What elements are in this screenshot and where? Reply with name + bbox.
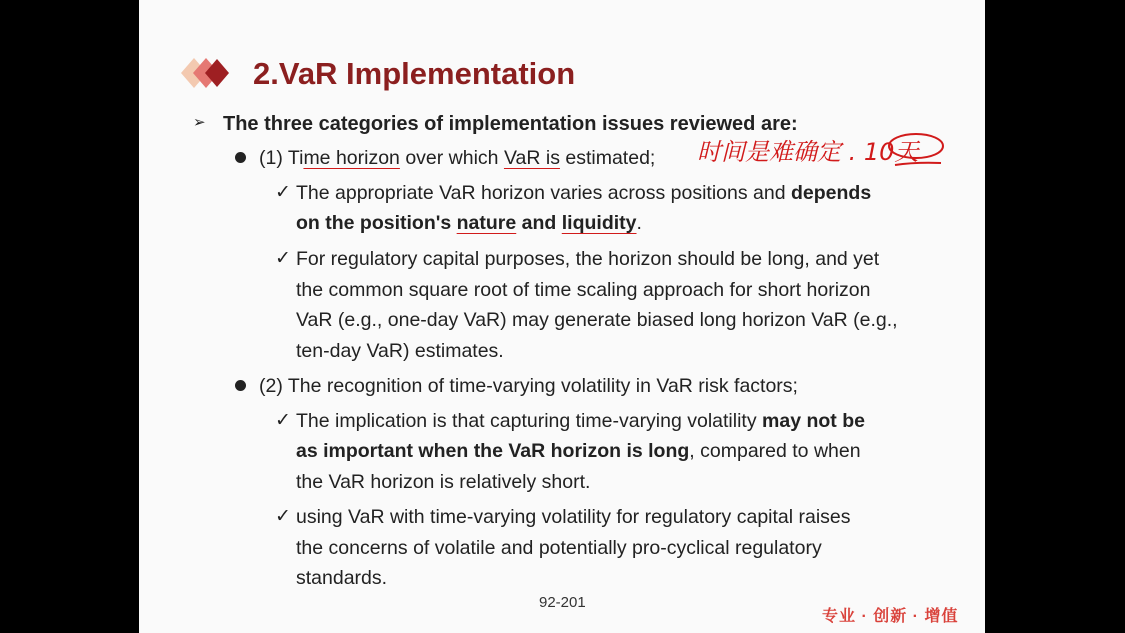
- footer-slogan: 专业 · 创新 · 增值: [822, 608, 959, 625]
- sub2b-line3: standards.: [296, 567, 388, 589]
- slide: [139, 0, 985, 633]
- page-number: 92-201: [539, 594, 586, 611]
- sub2b-line1: using VaR with time-varying volatility for regulatory capital raises: [296, 506, 851, 528]
- item1-text: (1) Time horizon over which VaR is estimated;: [259, 147, 656, 169]
- checkmark-icon: ✓: [275, 506, 291, 527]
- checkmark-icon: ✓: [275, 182, 291, 203]
- sub2a-line1: The implication is that capturing time-varying volatility may not be: [296, 410, 865, 432]
- lead-text: The three categories of implementation issues reviewed are:: [223, 113, 798, 135]
- sub2b-line2: the concerns of volatile and potentially pro-cyclical regulatory: [296, 537, 822, 559]
- slide-body: [139, 0, 985, 633]
- handwritten-annotation: [695, 128, 945, 176]
- sub1a-line2: on the position's nature and liquidity.: [296, 212, 642, 234]
- checkmark-icon: ✓: [275, 248, 291, 269]
- bullet-dot-icon: [235, 152, 246, 163]
- sub2a-line2: as important when the VaR horizon is long, compared to when: [296, 440, 861, 462]
- sub1b-line2: the common square root of time scaling approach for short horizon: [296, 279, 871, 301]
- sub1a-line1: The appropriate VaR horizon varies across positions and depends: [296, 182, 872, 204]
- item2-text: (2) The recognition of time-varying volatility in VaR risk factors;: [259, 375, 798, 397]
- svg-text:时间是难确定 . 10天: 时间是难确定 . 10天: [697, 138, 919, 166]
- checkmark-icon: ✓: [275, 410, 291, 431]
- slide-title: 2.VaR Implementation: [253, 56, 576, 91]
- arrow-bullet-icon: ➢: [193, 114, 206, 131]
- sub1b-line1: For regulatory capital purposes, the horizon should be long, and yet: [296, 248, 880, 270]
- sub2a-line3: the VaR horizon is relatively short.: [296, 471, 591, 493]
- sub1b-line3: VaR (e.g., one-day VaR) may generate biased long horizon VaR (e.g.,: [296, 309, 898, 331]
- bullet-dot-icon: [235, 380, 246, 391]
- sub1b-line4: ten-day VaR) estimates.: [296, 340, 504, 362]
